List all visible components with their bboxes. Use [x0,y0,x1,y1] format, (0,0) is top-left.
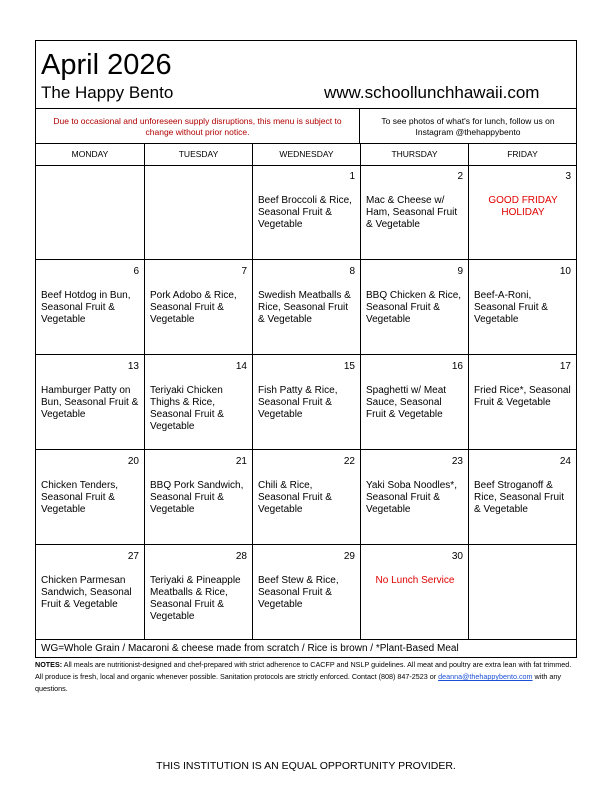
day-cell-thursday [361,260,469,355]
day-cell-wednesday [253,545,361,640]
day-cell-monday [36,355,145,450]
day-cell-thursday [361,545,469,640]
day-cell-monday [36,545,145,640]
meal-description: Beef Hotdog in Bun, Seasonal Fruit & Vegetable [41,290,131,325]
meal-description: Yaki Soba Noodles*, Seasonal Fruit & Vegetable [366,480,457,515]
calendar-grid [36,165,576,640]
meal-description: Hamburger Patty on Bun, Seasonal Fruit & Vegetable [41,385,139,420]
day-cell-thursday [361,355,469,450]
date-number: 14 [235,361,247,372]
supply-notice: Due to occasional and unforeseen supply disruptions, this menu is subject to change without prior notice. [36,109,360,144]
day-cell-wednesday [253,165,361,260]
meal-description: Teriyaki & Pineapple Meatballs & Rice, Seasonal Fruit & Vegetable [150,575,241,622]
date-number: 1 [349,171,355,182]
date-number: 7 [241,266,247,277]
date-number: 8 [349,266,355,277]
notice-row [36,108,576,144]
meal-description: Swedish Meatballs & Rice, Seasonal Fruit & Vegetable [258,290,351,325]
date-number: 6 [133,266,139,277]
date-number: 9 [457,266,463,277]
notes [35,659,577,695]
meal-description: BBQ Pork Sandwich, Seasonal Fruit & Vegetable [150,480,244,515]
day-cell-thursday [361,165,469,260]
meal-description: Fried Rice*, Seasonal Fruit & Vegetable [474,385,571,408]
header [36,41,576,108]
meal-description: Chicken Tenders, Seasonal Fruit & Vegetable [41,480,119,515]
date-number: 10 [559,266,571,277]
legend: WG=Whole Grain / Macaroni & cheese made from scratch / Rice is brown / *Plant-Based Meal [36,639,576,657]
day-cell-monday [36,165,145,260]
menu-sheet [35,40,577,658]
day-cell-wednesday [253,450,361,545]
date-number: 17 [559,361,571,372]
date-number: 2 [457,171,463,182]
no-service-notice: No Lunch Service [375,575,455,586]
no-service-notice: GOOD FRIDAY HOLIDAY [488,195,558,218]
meal-description: Beef Stroganoff & Rice, Seasonal Fruit & Vegetable [474,480,565,515]
notes-text: All meals are nutritionist-designed and chef-prepared with strict adherence to CACFP and NSLP guidelines. All meat and poultry are extra lean with fat trimmed. All produce is fresh, local and organic whenever possible. Sanitation protocols are strictly enforced. Contact (808) 847-2523 or [35,660,572,681]
weekday-wednesday: WEDNESDAY [253,144,361,165]
day-cell-wednesday [253,355,361,450]
day-cell-monday [36,260,145,355]
date-number: 24 [559,456,571,467]
date-number: 30 [451,551,463,562]
school-name: The Happy Bento [41,83,174,102]
meal-description: Pork Adobo & Rice, Seasonal Fruit & Vegetable [150,290,237,325]
meal-description: Spaghetti w/ Meat Sauce, Seasonal Fruit & Vegetable [366,385,447,420]
date-number: 16 [451,361,463,372]
meal-description: Chicken Parmesan Sandwich, Seasonal Fruit & Vegetable [41,575,132,610]
date-number: 23 [451,456,463,467]
day-cell-friday [469,450,576,545]
day-cell-tuesday [145,355,253,450]
date-number: 27 [127,551,139,562]
meal-description: Beef-A-Roni, Seasonal Fruit & Vegetable [474,290,548,325]
notes-label: NOTES: [35,660,63,669]
meal-description: Beef Broccoli & Rice, Seasonal Fruit & Vegetable [258,195,352,230]
date-number: 22 [343,456,355,467]
date-number: 15 [343,361,355,372]
notes-tail: with any questions. [35,672,561,693]
day-cell-friday [469,545,576,640]
date-number: 21 [235,456,247,467]
month-title: April 2026 [41,49,172,81]
weekday-thursday: THURSDAY [361,144,469,165]
equal-opportunity-footer: THIS INSTITUTION IS AN EQUAL OPPORTUNITY PROVIDER. [156,760,456,772]
date-number: 13 [127,361,139,372]
meal-description: Mac & Cheese w/ Ham, Seasonal Fruit & Vegetable [366,195,458,230]
weekday-header-row [36,143,576,166]
day-cell-friday [469,165,576,260]
day-cell-tuesday [145,260,253,355]
contact-email-link[interactable]: deanna@thehappybento.com [438,672,533,681]
day-cell-thursday [361,450,469,545]
day-cell-monday [36,450,145,545]
day-cell-tuesday [145,545,253,640]
day-cell-wednesday [253,260,361,355]
instagram-notice: To see photos of what's for lunch, follow us on Instagram @thehappybento [381,115,555,137]
weekday-monday: MONDAY [36,144,145,165]
website: www.schoollunchhawaii.com [324,83,540,102]
day-cell-tuesday [145,165,253,260]
weekday-friday: FRIDAY [507,149,538,159]
day-cell-friday [469,260,576,355]
day-cell-friday [469,355,576,450]
date-number: 28 [235,551,247,562]
meal-description: Teriyaki Chicken Thighs & Rice, Seasonal Fruit & Vegetable [150,385,224,432]
date-number: 29 [343,551,355,562]
meal-description: BBQ Chicken & Rice, Seasonal Fruit & Vegetable [366,290,462,325]
date-number: 20 [127,456,139,467]
meal-description: Chili & Rice, Seasonal Fruit & Vegetable [258,480,332,515]
meal-description: Fish Patty & Rice, Seasonal Fruit & Vegetable [258,385,338,420]
meal-description: Beef Stew & Rice, Seasonal Fruit & Vegetable [258,575,339,610]
date-number: 3 [565,171,571,182]
weekday-tuesday: TUESDAY [145,144,253,165]
day-cell-tuesday [145,450,253,545]
